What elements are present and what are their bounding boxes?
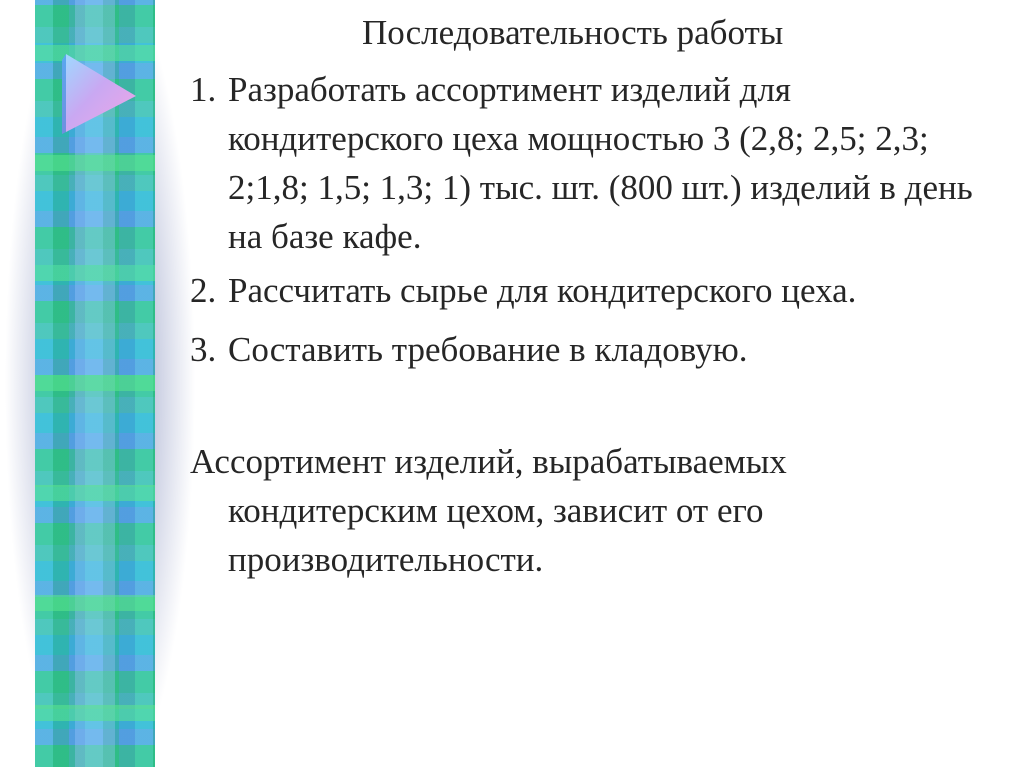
list-item-number: 1. xyxy=(190,70,217,109)
list-item-text: Составить требование в кладовую. xyxy=(228,330,748,369)
assortment-note: Ассортимент изделий, вырабатываемых кондитерским цехом, зависит от его производительности. xyxy=(190,442,787,579)
list-item xyxy=(190,65,990,261)
play-triangle-icon xyxy=(60,52,140,134)
list-item-number: 3. xyxy=(190,330,217,369)
list-item-text: Разработать ассортимент изделий для кондитерского цеха мощностью 3 (2,8; 2,5; 2,3; 2;1,8; 1,5; 1,3; 1) тыс. шт. (800 шт.) изделий в день на базе кафе. xyxy=(228,70,973,256)
list-item xyxy=(190,266,990,315)
list-item xyxy=(190,325,990,374)
list-item-number: 2. xyxy=(190,271,217,310)
slide-title: Последовательность работы xyxy=(362,13,784,52)
list-item-text: Рассчитать сырье для кондитерского цеха. xyxy=(228,271,857,310)
